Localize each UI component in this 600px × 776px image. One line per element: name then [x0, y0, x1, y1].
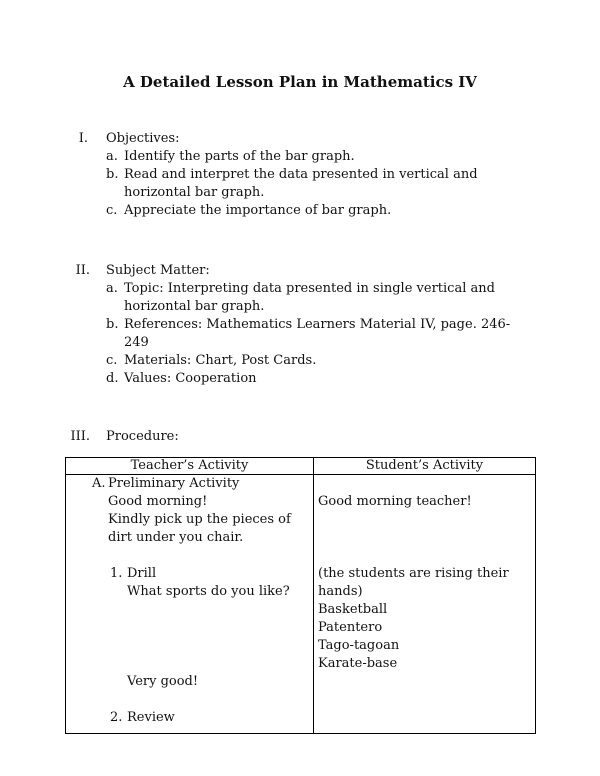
item-text: Values: Cooperation — [124, 371, 257, 386]
item-letter: d. — [106, 371, 119, 386]
preliminary-activity-title: Preliminary Activity — [108, 476, 240, 491]
subject-item — [0, 280, 514, 316]
procedure-table — [65, 457, 536, 734]
item-letter: b. — [106, 317, 119, 332]
item-text: Identify the parts of the bar graph. — [124, 149, 355, 164]
item-letter: c. — [106, 353, 118, 368]
review-title: Review — [127, 710, 175, 725]
objective-item — [0, 148, 514, 166]
teacher-greeting: Good morning! — [108, 494, 208, 509]
item-text: Topic: Interpreting data presented in single vertical and horizontal bar graph. — [124, 281, 495, 314]
student-rising-note: (the students are rising their hands) — [318, 566, 509, 599]
procedure-heading: Procedure: — [106, 429, 179, 444]
procedure-section — [0, 428, 600, 446]
teacher-praise: Very good! — [127, 674, 199, 689]
student-answer: Tago-tagoan — [318, 638, 400, 653]
item-letter: c. — [106, 203, 118, 218]
item-text: Read and interpret the data presented in vertical and horizontal bar graph. — [124, 167, 478, 200]
teacher-activity-header: Teacher’s Activity — [66, 458, 314, 475]
item-letter: a. — [106, 281, 118, 296]
procedure-numeral: III. — [70, 429, 90, 444]
activity-letter: A. — [92, 476, 106, 491]
item-letter: b. — [106, 167, 119, 182]
subject-item — [0, 370, 514, 388]
student-activity-header: Student’s Activity — [314, 458, 536, 475]
objective-item — [0, 202, 514, 220]
review-number: 2. — [110, 710, 123, 725]
subject-matter-numeral: II. — [75, 263, 90, 278]
student-answer: Patentero — [318, 620, 383, 635]
student-answer: Basketball — [318, 602, 388, 617]
subject-matter-section — [0, 262, 600, 388]
student-greeting-reply: Good morning teacher! — [318, 494, 472, 509]
drill-title: Drill — [127, 566, 157, 581]
drill-question: What sports do you like? — [127, 584, 290, 599]
item-letter: a. — [106, 149, 118, 164]
subject-item — [0, 352, 514, 370]
subject-matter-heading: Subject Matter: — [106, 263, 210, 278]
item-text: References: Mathematics Learners Material IV, page. 246-249 — [124, 317, 511, 350]
item-text: Appreciate the importance of bar graph. — [124, 203, 392, 218]
teacher-cell — [66, 475, 314, 734]
teacher-instruction: Kindly pick up the pieces of dirt under you chair. — [108, 512, 291, 545]
document-title: A Detailed Lesson Plan in Mathematics IV — [123, 73, 477, 91]
student-answer: Karate-base — [318, 656, 398, 671]
item-text: Materials: Chart, Post Cards. — [124, 353, 317, 368]
objectives-heading: Objectives: — [106, 131, 180, 146]
objective-item — [0, 166, 514, 202]
subject-item — [0, 316, 514, 352]
objectives-numeral: I. — [78, 131, 88, 146]
table-row — [66, 475, 536, 734]
objectives-section — [0, 130, 600, 220]
student-cell — [314, 475, 536, 734]
drill-number: 1. — [110, 566, 123, 581]
